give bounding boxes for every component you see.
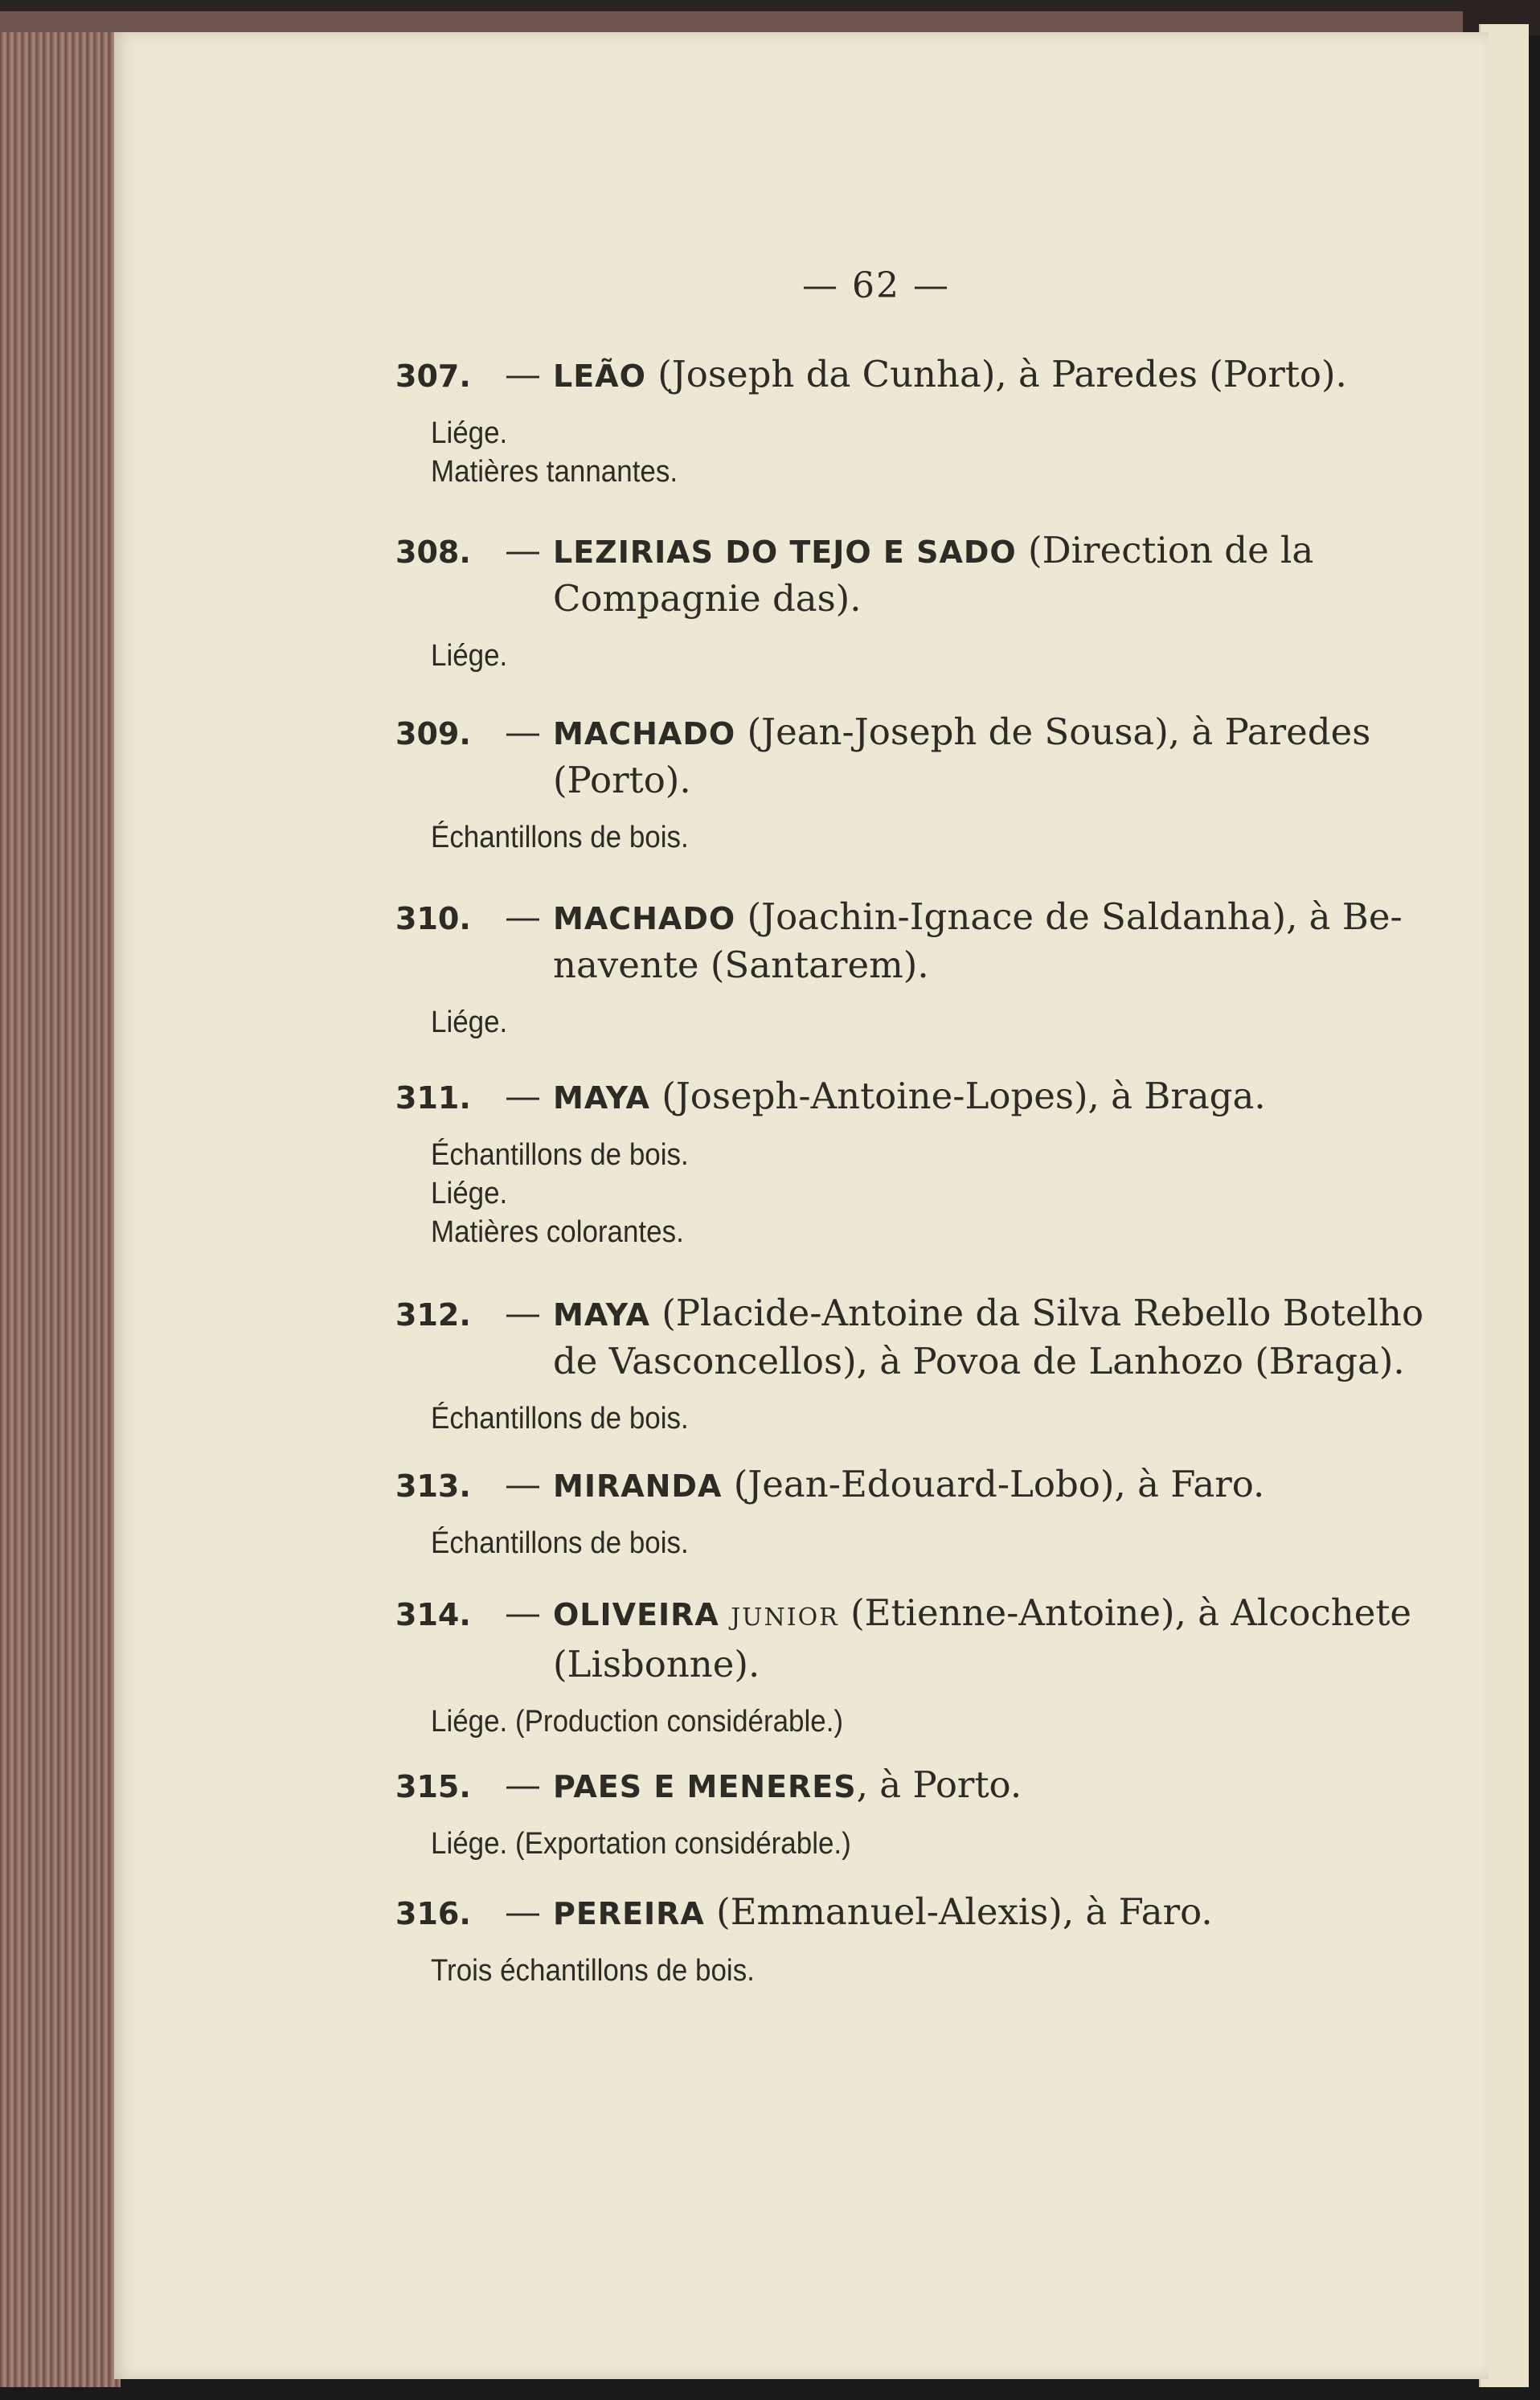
entry-detail: (Emmanuel-Alexis), à Faro. [716, 1890, 1213, 1933]
entry-note: Échantillons de bois. [431, 1402, 689, 1435]
catalog-entry [395, 1290, 1424, 1438]
entry-dash: — [505, 711, 541, 753]
entry-name: MACHADO [553, 716, 736, 752]
entry-name: MIRANDA [553, 1468, 723, 1504]
catalog-entry [395, 527, 1384, 675]
entry-number: 313. [395, 1468, 471, 1504]
entry-continuation: de Vasconcellos), à Povoa de Lanhozo (Braga). [553, 1340, 1405, 1382]
entry-number: 316. [395, 1896, 471, 1931]
entry-detail: (Joseph da Cunha), à Paredes (Porto). [657, 353, 1347, 395]
entry-dash: — [505, 1890, 541, 1933]
entry-notes [395, 414, 1384, 491]
entry-note: Matières colorantes. [431, 1215, 684, 1249]
entry-note: Liége. [431, 639, 508, 673]
entry-note: Échantillons de bois. [431, 1526, 689, 1560]
entry-notes [395, 818, 1384, 857]
entry-dash: — [505, 1292, 541, 1334]
entry-name: PEREIRA [553, 1896, 705, 1931]
entry-dash: — [505, 1591, 541, 1634]
entry-note: Liége. [431, 1005, 508, 1039]
entry-number: 310. [395, 901, 471, 936]
entry-number: 307. [395, 358, 471, 394]
catalog-entry [395, 1889, 1384, 1990]
entry-name: MAYA [553, 1080, 650, 1116]
entry-notes [395, 1825, 1384, 1863]
entry-heading-line [395, 351, 1384, 399]
entry-note: Matières tannantes. [431, 455, 678, 489]
entry-name: MACHADO [553, 901, 736, 936]
entry-heading-line [395, 1590, 1412, 1641]
entry-heading-line [395, 894, 1403, 942]
entry-detail: (Placide-Antoine da Silva Rebello Botelho [661, 1292, 1424, 1334]
entry-heading-line [395, 527, 1384, 575]
catalog-entry [395, 894, 1403, 1042]
entry-name: PAES E MENERES [553, 1769, 857, 1804]
entry-notes [395, 1524, 1384, 1562]
entry-name: LEZIRIAS DO TEJO E SADO [553, 534, 1017, 570]
entry-notes [395, 1003, 1384, 1042]
catalog-entry [395, 351, 1384, 491]
entry-continuation: (Porto). [553, 759, 691, 801]
entry-heading-line [395, 1461, 1384, 1509]
entry-note: Trois échantillons de bois. [431, 1954, 755, 1988]
entry-number: 315. [395, 1769, 471, 1804]
entry-note: Échantillons de bois. [431, 1138, 689, 1172]
entry-notes [395, 1399, 1384, 1438]
entry-note: Liége. (Production considérable.) [431, 1705, 844, 1739]
entry-detail: (Etienne-Antoine), à Alcochete [850, 1591, 1412, 1634]
entry-note: Liége. (Exportation considérable.) [431, 1827, 851, 1861]
entry-notes [395, 1136, 1384, 1251]
catalog-entry [395, 1461, 1384, 1562]
entry-continuation: navente (Santarem). [553, 944, 929, 986]
entry-name-suffix: JUNIOR [731, 1603, 839, 1632]
entry-number: 312. [395, 1297, 471, 1333]
entry-heading-line [395, 1290, 1424, 1338]
entry-number: 308. [395, 534, 471, 570]
catalog-entry [395, 709, 1384, 857]
entry-detail: (Joseph-Antoine-Lopes), à Braga. [661, 1075, 1266, 1117]
entry-number: 309. [395, 716, 471, 752]
entry-number: 311. [395, 1080, 471, 1116]
entry-note: Échantillons de bois. [431, 821, 689, 854]
catalog-entry [395, 1073, 1384, 1251]
entry-dash: — [505, 1763, 541, 1806]
entry-heading-line [395, 1073, 1384, 1121]
catalog-entry [395, 1590, 1412, 1741]
entry-detail: (Joachin-Ignace de Saldanha), à Be- [747, 895, 1403, 938]
entry-note: Liége. [431, 1177, 508, 1210]
entry-detail: , à Porto. [856, 1763, 1022, 1806]
entry-notes [395, 1702, 1384, 1741]
entry-name: LEÃO [553, 358, 646, 394]
entry-dash: — [505, 895, 541, 938]
entry-number: 314. [395, 1597, 471, 1632]
entry-heading-line [395, 709, 1384, 757]
entry-detail: (Jean-Edouard-Lobo), à Faro. [733, 1463, 1265, 1505]
entry-name: MAYA [553, 1297, 650, 1333]
entry-dash: — [505, 529, 541, 571]
entry-detail: (Direction de la [1028, 529, 1314, 571]
entry-continuation: (Lisbonne). [553, 1643, 760, 1685]
entry-dash: — [505, 1075, 541, 1117]
entry-detail: (Jean-Joseph de Sousa), à Paredes [747, 711, 1371, 753]
catalog-entry [395, 1762, 1384, 1863]
entry-name: OLIVEIRA [553, 1597, 719, 1632]
entry-note: Liége. [431, 416, 508, 450]
entry-heading-line [395, 1762, 1384, 1810]
entry-notes [395, 1952, 1384, 1990]
page-number: — 62 — [802, 265, 950, 306]
entry-heading-line [395, 1889, 1384, 1937]
entry-dash: — [505, 353, 541, 395]
entry-continuation: Compagnie das). [553, 577, 862, 620]
entry-notes [395, 637, 1384, 675]
entry-dash: — [505, 1463, 541, 1505]
